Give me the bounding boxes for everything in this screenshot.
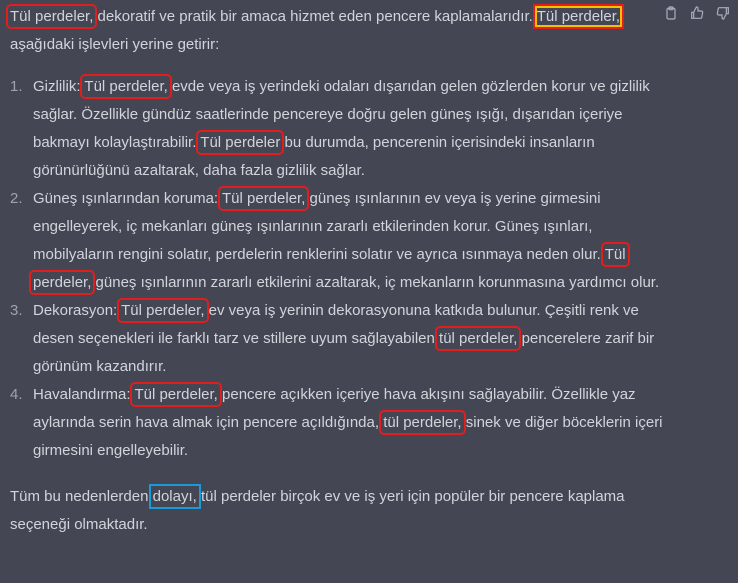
item-text: sinek ve diğer böceklerin içeri girmesini engelleyebilir. [33, 414, 663, 459]
list-item [10, 381, 670, 465]
item-text: güneş ışınlarının zararlı etkilerini azaltarak, iç mekanların korunmasına yardımcı olur. [91, 274, 660, 291]
item-text: ev veya iş yerinin dekorasyonuna katkıda bulunur. Çeşitli renk ve desen seçenekleri ile farklı tarz ve stillere uyum sağlayabilen [33, 302, 639, 347]
intro-paragraph [10, 3, 670, 59]
item-label: Gizlilik: [33, 78, 85, 95]
conclusion-text: Tüm bu nedenlerden [10, 488, 153, 505]
highlight-tul-perdeler: Tül perdeler [200, 134, 281, 151]
assistant-message [10, 3, 670, 539]
thumbs-down-icon[interactable] [714, 4, 732, 22]
item-text: pencerelere zarif bir görünüm kazandırır. [33, 330, 655, 375]
item-label: Güneş ışınlarından koruma: [33, 190, 222, 207]
highlight-tul-perdeler: Tül perdeler, [134, 386, 218, 403]
conclusion-paragraph [10, 483, 670, 539]
list-item [10, 297, 670, 381]
item-label: Dekorasyon: [33, 302, 122, 319]
item-text: bu durumda, pencerenin içerisindeki insanların görünürlüğünü azaltarak, daha fazla gizlilik sağlar. [33, 134, 595, 179]
intro-text: aşağıdaki işlevleri yerine getirir: [10, 36, 220, 53]
highlight-tul-perdeler: tül perdeler, [439, 330, 518, 347]
list-number: 4. [10, 386, 23, 403]
message-actions [662, 4, 732, 22]
highlight-tul-perdeler: Tül perdeler, [33, 246, 626, 291]
highlight-tul-perdeler: Tül perdeler, [121, 302, 205, 319]
highlight-tul-perdeler: Tül perdeler, [10, 8, 94, 25]
list-number: 3. [10, 302, 23, 319]
item-text: pencere açıkken içeriye hava akışını sağlayabilir. Özellikle yaz aylarında serin hava almak için pencere açıldığında, [33, 386, 636, 431]
highlight-tul-perdeler: Tül perdeler, [84, 78, 168, 95]
highlight-tul-perdeler: Tül perdeler, [222, 190, 306, 207]
highlight-dolayi: dolayı, [152, 488, 197, 505]
list-item [10, 73, 670, 185]
list-number: 2. [10, 190, 23, 207]
conclusion-text: tül perdeler birçok ev ve iş yeri için popüler bir pencere kaplama seçeneği olmaktadır. [10, 488, 625, 533]
thumbs-up-icon[interactable] [688, 4, 706, 22]
item-label: Havalandırma: [33, 386, 135, 403]
list-item [10, 185, 670, 297]
highlight-tul-perdeler-yellow: Tül perdeler, [536, 8, 621, 25]
functions-list [10, 73, 670, 465]
list-number: 1. [10, 78, 23, 95]
item-text: evde veya iş yerindeki odaları dışarıdan gelen gözlerden korur ve gizlilik sağlar. Özellikle gündüz saatlerinde pencereye doğru gelen güneş ışığı, dışarıdan içeriye bakmayı kolaylaştırabilir. [33, 78, 650, 151]
highlight-tul-perdeler: tül perdeler, [383, 414, 462, 431]
intro-text: dekoratif ve pratik bir amaca hizmet eden pencere kaplamalarıdır. [93, 8, 537, 25]
item-text: güneş ışınlarının ev veya iş yerine girmesini engelleyerek, iç mekanları güneş ışınlarının zararlı etkilerinden korur. Güneş ışınları, mobilyaların rengini solatır, perdelerin renklerini solatır ve ayrıca ısınmaya neden olur. [33, 190, 605, 263]
